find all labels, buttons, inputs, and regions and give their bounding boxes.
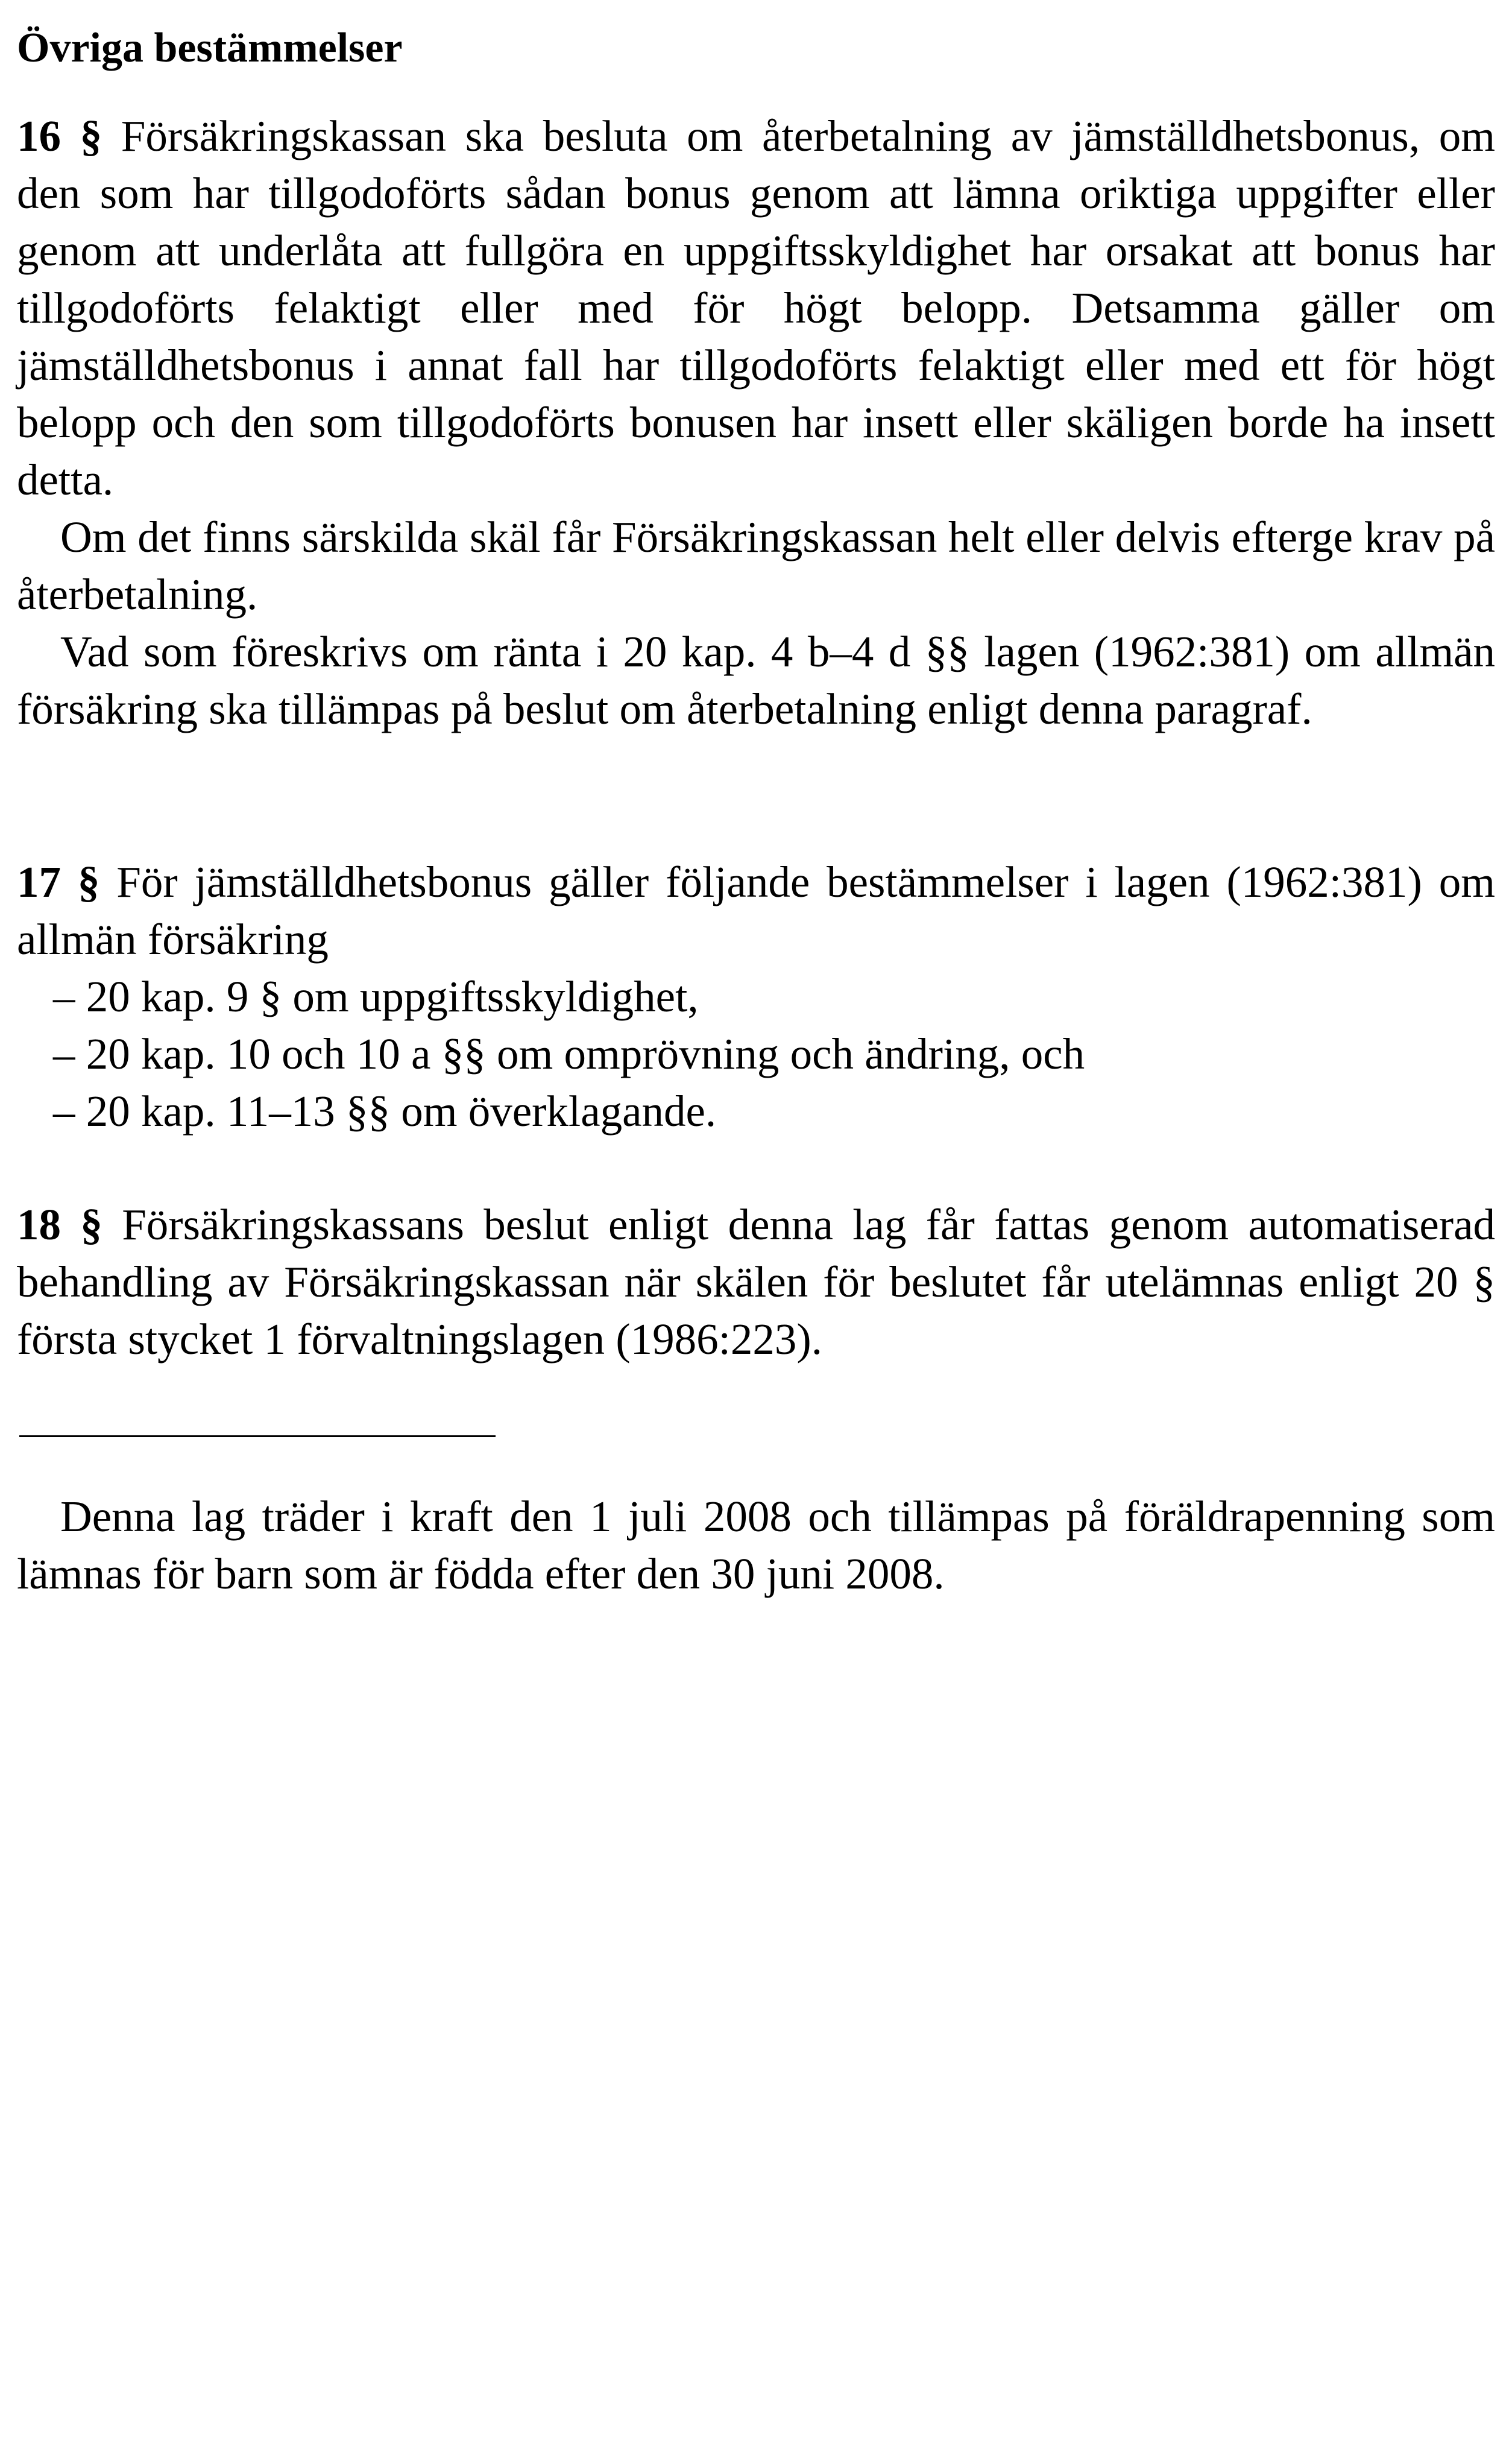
list-item: – 20 kap. 10 och 10 a §§ om omprövning och ändring, och [53,1029,1085,1078]
section-heading: Övriga bestämmelser [17,25,403,71]
section-17-intro: För jämställdhetsbonus gäller följande bestämmelser i lagen (1962:381) om allmän försäkring [17,858,1495,964]
section-17-intro-paragraph [17,853,1495,968]
section-18-text: Försäkringskassans beslut enligt denna lag får fattas genom automatiserad behandling av Försäkringskassan när skälen för beslutet får utelämnas enligt 20 § första stycket 1 förvaltningslagen (1986:223). [17,1200,1495,1364]
section-16-paragraph-2: Om det finns särskilda skäl får Försäkringskassan helt eller delvis efterge krav på återbetalning. [17,513,1495,619]
section-17 [17,853,1495,1140]
list-item: – 20 kap. 9 § om uppgiftsskyldighet, [53,972,699,1021]
section-18-number: 18 § [17,1200,102,1249]
separator-rule [19,1435,496,1437]
section-17-list [17,968,1495,1140]
section-18-paragraph [17,1196,1495,1368]
list-item: – 20 kap. 11–13 §§ om överklagande. [53,1087,717,1136]
section-16-text-1: Försäkringskassan ska besluta om återbetalning av jämställdhetsbonus, om den som har tillgodoförts sådan bonus genom att lämna oriktiga uppgifter eller genom att underlåta att fullgöra en uppgiftsskyldighet har orsakat att bonus har tillgodoförts felaktigt eller med för högt belopp. Detsamma gäller om jämställdhetsbonus i annat fall har tillgodoförts felaktigt eller med ett för högt belopp och den som tillgodoförts bonusen har insett eller skäligen borde ha insett detta. [17,112,1496,504]
section-16-paragraph-1 [17,107,1495,508]
section-16 [17,107,1495,738]
section-16-paragraph-3: Vad som föreskrivs om ränta i 20 kap. 4 b–4 d §§ lagen (1962:381) om allmän försäkring ska tillämpas på beslut om återbetalning enligt denna paragraf. [17,627,1495,733]
section-17-number: 17 § [17,858,100,906]
section-16-number: 16 § [17,112,102,160]
transitional-provision [17,1488,1495,1602]
transitional-provision-text: Denna lag träder i kraft den 1 juli 2008 och tillämpas på föräldrapenning som lämnas för barn som är födda efter den 30 juni 2008. [17,1492,1495,1598]
section-18 [17,1196,1495,1368]
